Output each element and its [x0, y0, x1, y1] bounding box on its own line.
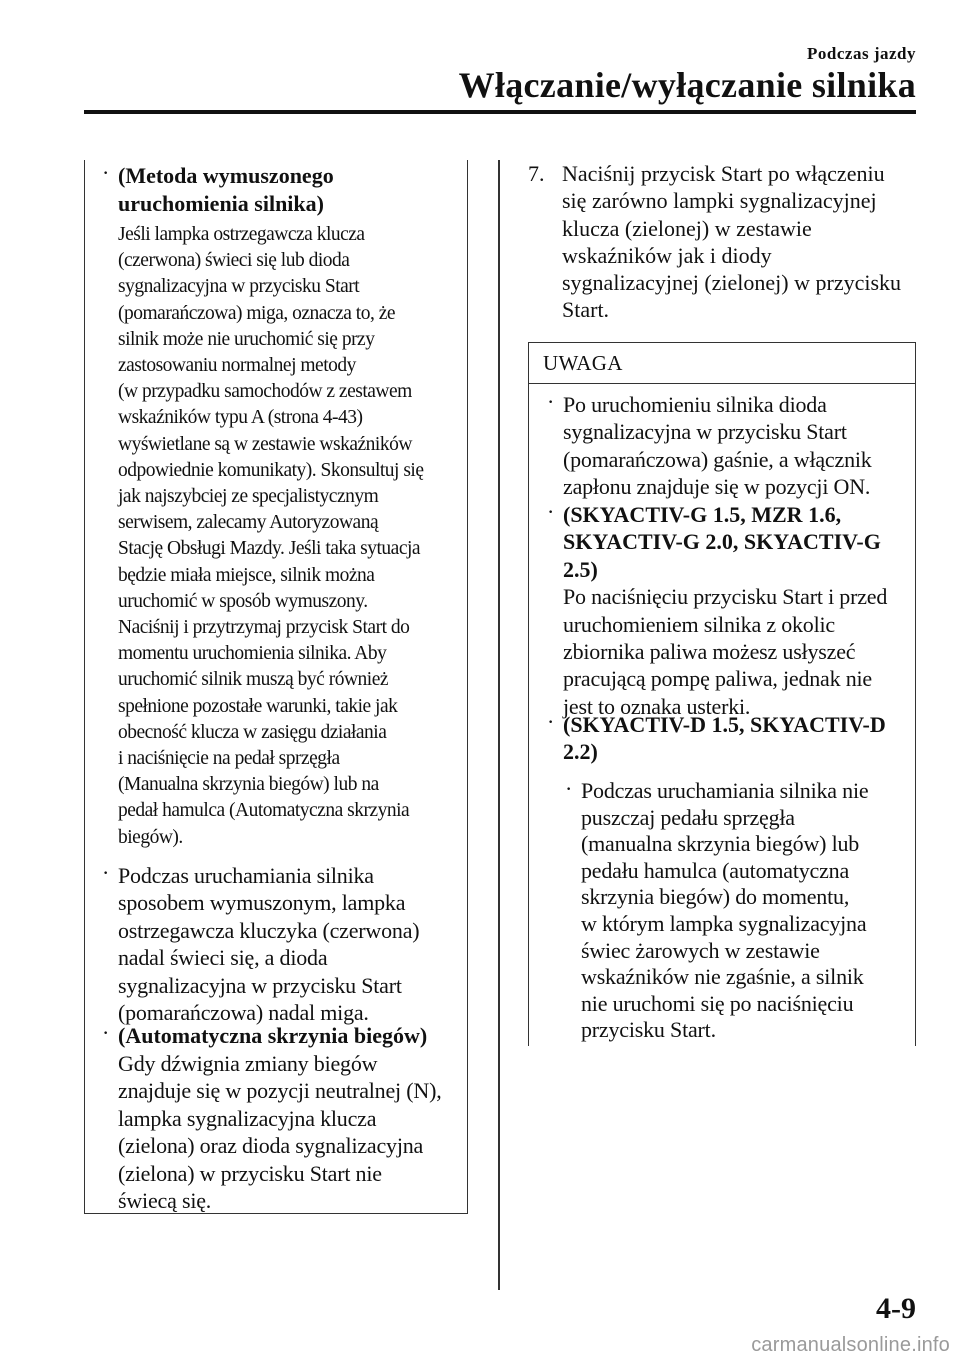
text-line: zastosowaniu normalnej metody [118, 355, 356, 377]
text-line: uruchomić w sposób wymuszony. [118, 590, 368, 612]
text-line: odpowiednie komunikaty). Skonsultuj się [118, 459, 424, 481]
bullet-dot: · [102, 860, 110, 885]
note-subitem-glow-plug [565, 778, 895, 1044]
left-bullet-forced-start [102, 162, 462, 851]
text-line: w którym lampka sygnalizacyjna [581, 910, 867, 936]
header-rule [84, 110, 916, 114]
text-line: (pomarańczowa) gaśnie, a włącznik [563, 446, 872, 472]
page-number: 4-9 [876, 1292, 916, 1325]
text-line: pedału hamulca (automatyczna [581, 857, 850, 883]
note-heading [563, 501, 892, 583]
text-line: sygnalizacyjnej (zielonej) w przycisku [562, 270, 902, 296]
bullet-dot: · [565, 776, 573, 801]
text-line: świecą się. [118, 1188, 212, 1214]
text-line: (manualna skrzynia biegów) lub [581, 831, 860, 857]
text-line: przycisku Start. [581, 1017, 716, 1043]
heading-line: (SKYACTIV-G 1.5, MZR 1.6, [563, 502, 842, 527]
bullet-text [118, 862, 462, 1026]
step-number: 7. [528, 161, 545, 186]
text-line: jak najszybciej ze specjalistycznym [118, 486, 379, 508]
text-line: sygnalizacyjna w przycisku Start [118, 276, 360, 298]
text-line: klucza (zielonej) w zestawie [562, 215, 812, 241]
bullet-dot: · [102, 160, 110, 185]
text-line: będzie miała miejsce, silnik można [118, 564, 375, 586]
text-line: (czerwona) świeci się lub dioda [118, 250, 350, 272]
bullet-heading: (Metoda wymuszonego [118, 163, 334, 188]
text-line: nadal świeci się, a dioda [118, 945, 328, 971]
note-title: UWAGA [529, 343, 915, 384]
page-title: Włączanie/wyłączanie silnika [458, 65, 916, 105]
text-line: pedał hamulca (Automatyczna skrzynia [118, 800, 410, 822]
text-line: zapłonu znajduje się w pozycji ON. [563, 474, 871, 500]
heading-line: 2.5) [563, 556, 598, 582]
text-line: Po uruchomieniu silnika dioda [563, 392, 827, 417]
text-line: Gdy dźwignia zmiany biegów [118, 1051, 378, 1076]
text-line: świec żarowych w zestawie [581, 937, 820, 963]
text-line: sygnalizacyjna w przycisku Start [118, 972, 402, 998]
text-line: wyświetlane są w zestawie wskaźników [118, 433, 412, 455]
note-item-diesel [547, 711, 892, 766]
note-item-led-off [547, 391, 892, 501]
bullet-heading: (Automatyczna skrzynia biegów) [118, 1023, 428, 1048]
text-line: wskaźników nie zgaśnie, a silnik [581, 964, 864, 990]
text-line: (zielona) oraz dioda sygnalizacyjna [118, 1133, 424, 1159]
bullet-dot: · [102, 1020, 110, 1045]
text-line: (pomarańczowa) miga, oznacza to, że [118, 302, 395, 324]
text-line: Podczas uruchamiania silnika nie [581, 778, 869, 803]
note-heading [563, 711, 892, 766]
left-bullet-automatic [102, 1022, 462, 1214]
text-line: wskaźników typu A (strona 4-43) [118, 407, 363, 429]
heading-line: (SKYACTIV-D 1.5, SKYACTIV-D [563, 712, 886, 737]
text-line: (w przypadku samochodów z zestawem [118, 381, 412, 403]
text-line: i naciśnięcie na pedał sprzęgła [118, 748, 340, 770]
text-line: nie uruchomi się po naciśnięciu [581, 990, 854, 1016]
bullet-text [118, 222, 462, 851]
bullet-dot: · [547, 499, 555, 524]
text-line: skrzynia biegów) do momentu, [581, 884, 850, 910]
step-7 [528, 160, 918, 324]
text-line: (Manualna skrzynia biegów) lub na [118, 774, 379, 796]
text-line: sygnalizacyjna w przycisku Start [563, 419, 847, 445]
text-line: silnik może nie uruchomić się przy [118, 328, 375, 350]
text-line: (pomarańczowa) nadal miga. [118, 1000, 369, 1026]
text-line: pracującą pompę paliwa, jednak nie [563, 666, 872, 692]
bullet-dot: · [547, 389, 555, 414]
left-bullet-forced-indicators [102, 862, 462, 1026]
column-divider [498, 160, 500, 1290]
text-line: serwisem, zalecamy Autoryzowaną [118, 512, 379, 534]
heading-line: 2.2) [563, 739, 598, 765]
text-line: się zarówno lampki sygnalizacyjnej [562, 188, 877, 214]
text-line: Naciśnij przycisk Start po włączeniu [562, 161, 885, 186]
text-line: lampka sygnalizacyjna klucza [118, 1105, 377, 1131]
bullet-heading: uruchomienia silnika) [118, 191, 324, 216]
bullet-text [118, 1050, 462, 1214]
text-line: Start. [562, 297, 610, 323]
note-text [563, 583, 892, 720]
text-line: Stację Obsługi Mazdy. Jeśli taka sytuacja [118, 538, 421, 560]
text-line: biegów). [118, 826, 183, 848]
step-text [562, 160, 918, 324]
text-line: (zielona) w przycisku Start nie [118, 1160, 382, 1186]
text-line: puszczaj pedału sprzęgła [581, 804, 795, 830]
text-line: Jeśli lampka ostrzegawcza klucza [118, 224, 365, 245]
text-line: spełnione pozostałe warunki, takie jak [118, 695, 398, 717]
bullet-dot: · [547, 709, 555, 734]
heading-line: SKYACTIV-G 2.0, SKYACTIV-G [563, 529, 881, 555]
text-line: uruchomić silnik muszą być również [118, 669, 389, 691]
text-line: znajduje się w pozycji neutralnej (N), [118, 1078, 442, 1104]
text-line: momentu uruchomienia silnika. Aby [118, 643, 387, 665]
text-line: uruchomieniem silnika z okolic [563, 611, 835, 637]
text-line: Po naciśnięciu przycisku Start i przed [563, 584, 888, 610]
text-line: ostrzegawcza kluczyka (czerwona) [118, 917, 420, 943]
text-line: zbiornika paliwa możesz usłyszeć [563, 639, 856, 665]
note-item-fuel-pump [547, 501, 892, 720]
text-line: Naciśnij i przytrzymaj przycisk Start do [118, 617, 410, 639]
watermark: carmanualsonline.info [751, 1334, 950, 1356]
text-line: obecność klucza w zasięgu działania [118, 721, 387, 743]
text-line: wskaźników jak i diody [562, 242, 772, 268]
section-label: Podczas jazdy [807, 44, 916, 63]
text-line: Podczas uruchamiania silnika [118, 863, 374, 888]
text-line: sposobem wymuszonym, lampka [118, 890, 406, 916]
text-line: jest to oznaka usterki. [563, 693, 751, 719]
note-box [528, 342, 916, 1046]
